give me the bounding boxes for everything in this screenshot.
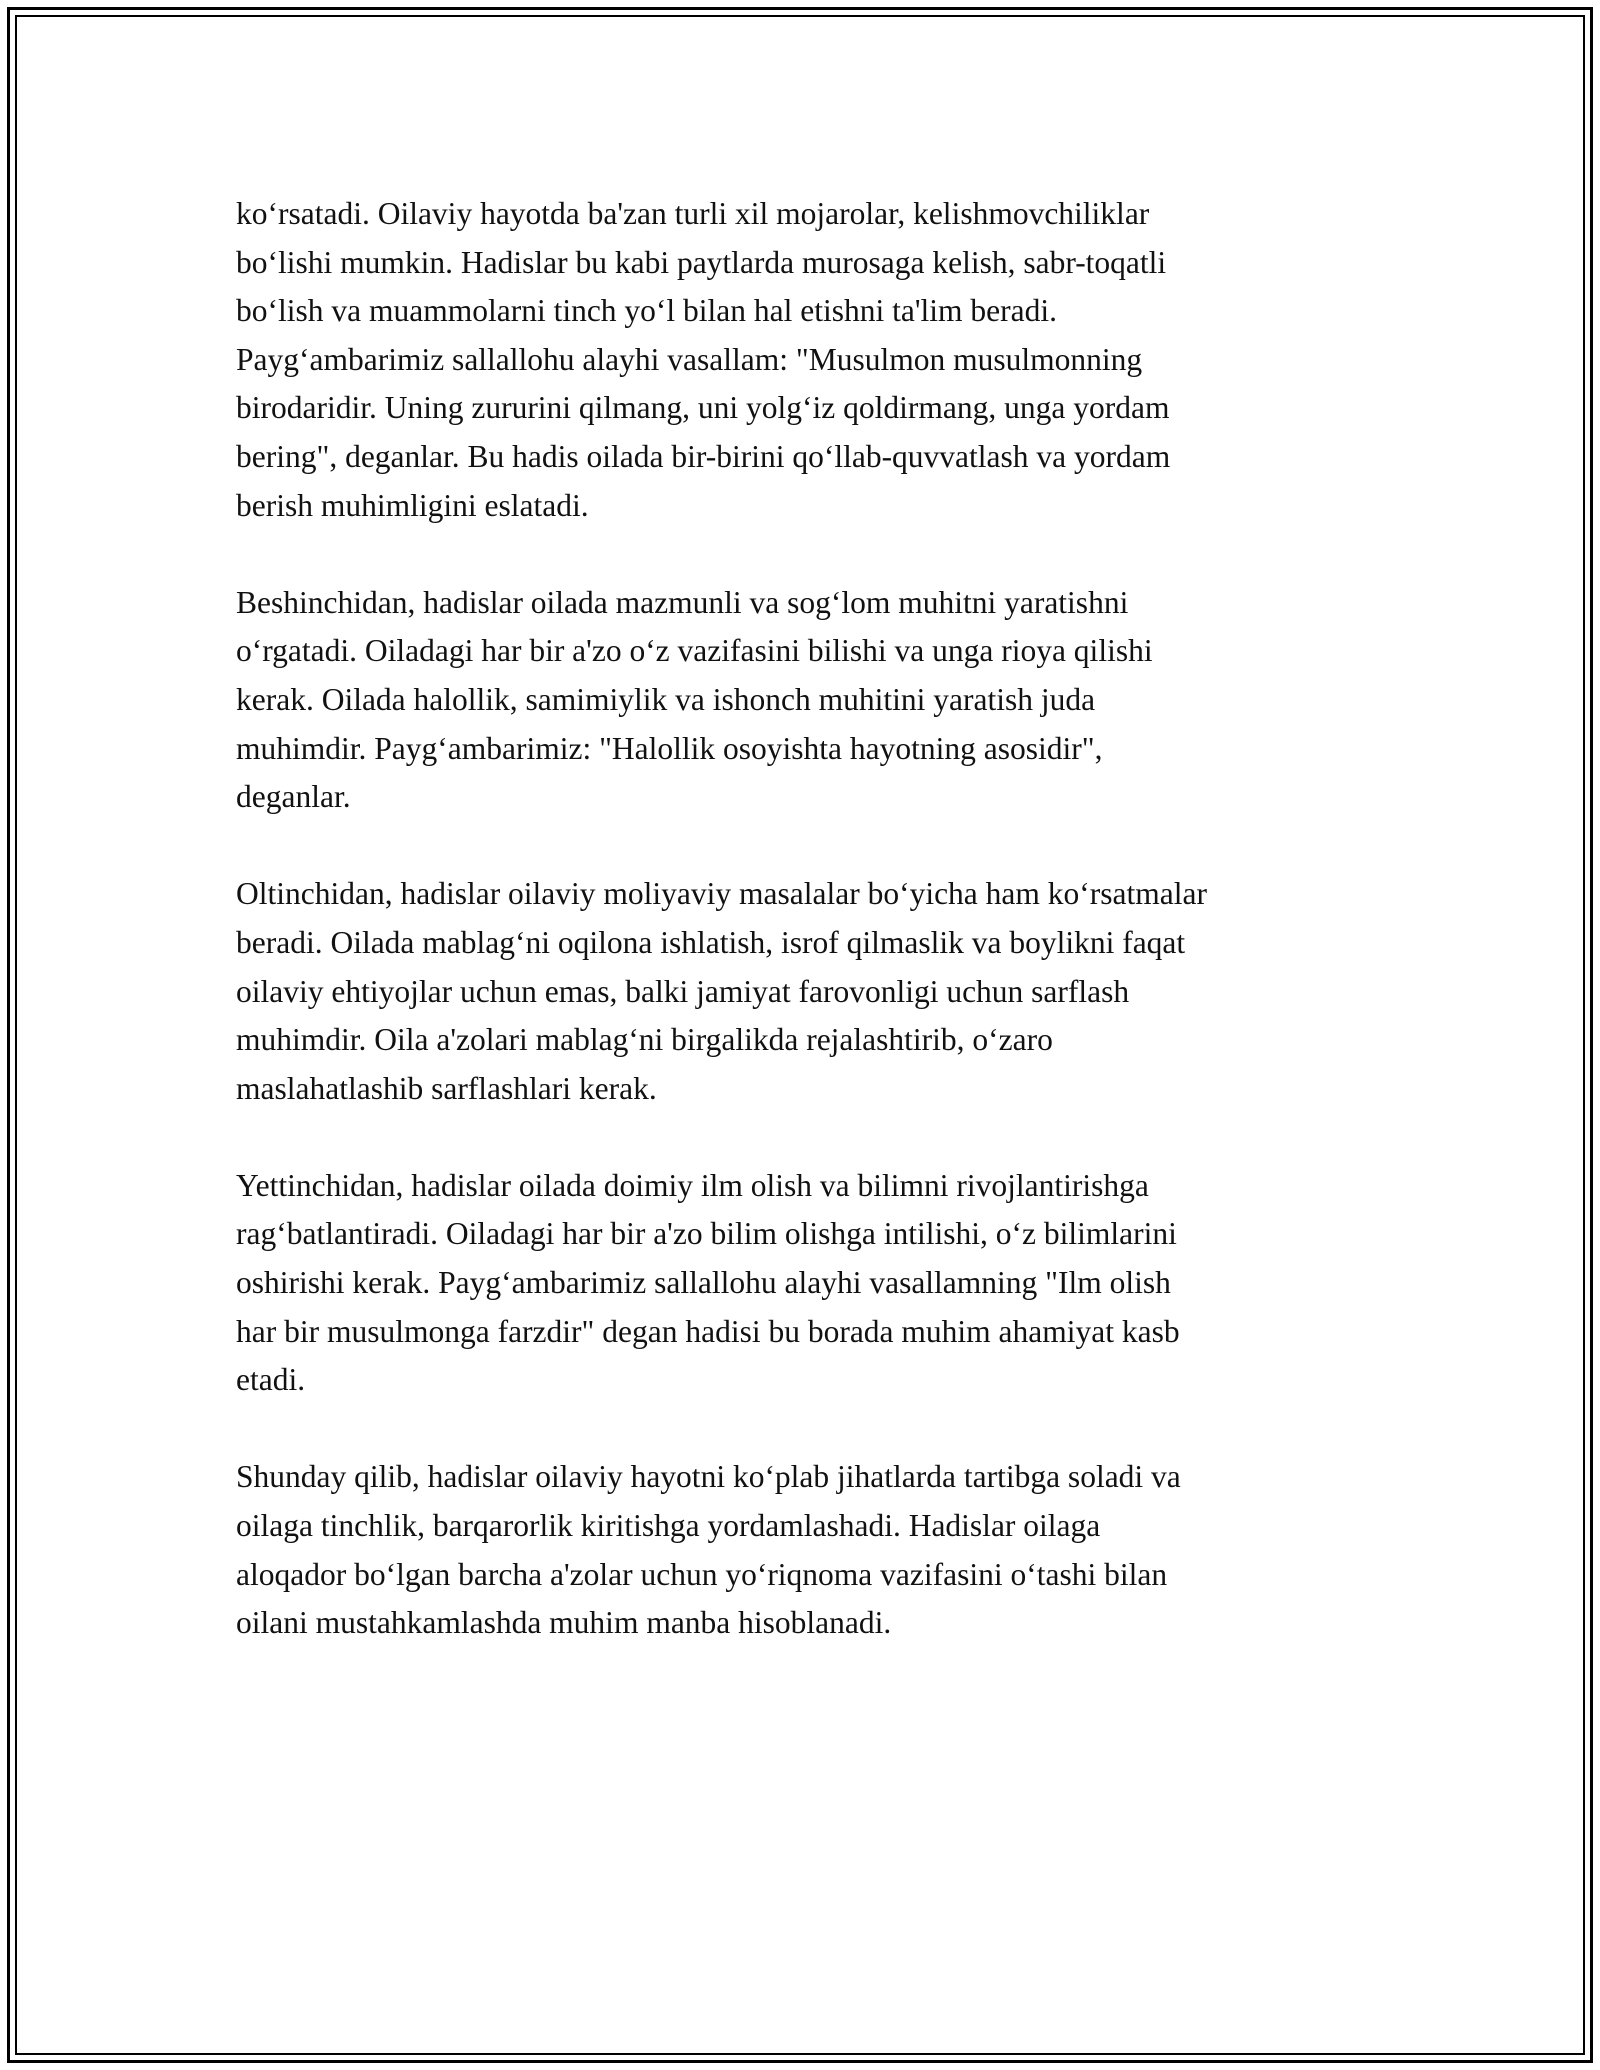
text-line: Payg‘ambarimiz sallallohu alayhi vasallam: "Musulmon musulmonning	[236, 341, 1143, 377]
paragraph	[236, 579, 1376, 822]
paragraph	[236, 1453, 1376, 1647]
text-line: kerak. Oilada halollik, samimiylik va ishonch muhitini yaratish juda	[236, 681, 1096, 717]
text-line: bo‘lish va muammolarni tinch yo‘l bilan hal etishni ta'lim beradi.	[236, 293, 1057, 329]
text-line: beradi. Oilada mablag‘ni oqilona ishlatish, isrof qilmaslik va boylikni faqat	[236, 924, 1186, 960]
text-line: Shunday qilib, hadislar oilaviy hayotni ko‘plab jihatlarda tartibga soladi va	[236, 1459, 1181, 1495]
text-line: muhimdir. Oila a'zolari mablag‘ni birgalikda rejalashtirib, o‘zaro	[236, 1022, 1053, 1058]
text-line: oilani mustahkamlashda muhim manba hisoblanadi.	[236, 1605, 892, 1641]
text-line: rag‘batlantiradi. Oiladagi har bir a'zo bilim olishga intilishi, o‘z bilimlarini	[236, 1216, 1177, 1252]
text-line: har bir musulmonga farzdir" degan hadisi bu borada muhim ahamiyat kasb	[236, 1313, 1180, 1349]
text-line: maslahatlashib sarflashlari kerak.	[236, 1070, 657, 1106]
text-line: oilaga tinchlik, barqarorlik kiritishga yordamlashadi. Hadislar oilaga	[236, 1508, 1101, 1544]
document-body	[236, 190, 1376, 1696]
paragraph	[236, 1162, 1376, 1405]
text-line: muhimdir. Payg‘ambarimiz: "Halollik osoyishta hayotning asosidir",	[236, 730, 1103, 766]
text-line: etadi.	[236, 1362, 306, 1398]
text-line: Yettinchidan, hadislar oilada doimiy ilm olish va bilimni rivojlantirishga	[236, 1167, 1149, 1203]
text-line: berish muhimligini eslatadi.	[236, 487, 589, 523]
text-line: aloqador bo‘lgan barcha a'zolar uchun yo‘riqnoma vazifasini o‘tashi bilan	[236, 1556, 1168, 1592]
text-line: oshirishi kerak. Payg‘ambarimiz sallallohu alayhi vasallamning "Ilm olish	[236, 1265, 1171, 1301]
text-line: Oltinchidan, hadislar oilaviy moliyaviy masalalar bo‘yicha ham ko‘rsatmalar	[236, 876, 1207, 912]
text-line: ko‘rsatadi. Oilaviy hayotda ba'zan turli xil mojarolar, kelishmovchiliklar	[236, 196, 1150, 231]
text-line: oilaviy ehtiyojlar uchun emas, balki jamiyat farovonligi uchun sarflash	[236, 973, 1130, 1009]
text-line: o‘rgatadi. Oiladagi har bir a'zo o‘z vazifasini bilishi va unga rioya qilishi	[236, 633, 1153, 669]
paragraph	[236, 870, 1376, 1113]
text-line: deganlar.	[236, 779, 351, 815]
text-line: birodaridir. Uning zururini qilmang, uni yolg‘iz qoldirmang, unga yordam	[236, 390, 1170, 426]
text-line: bering", deganlar. Bu hadis oilada bir-birini qo‘llab-quvvatlash va yordam	[236, 438, 1171, 474]
text-line: bo‘lishi mumkin. Hadislar bu kabi paytlarda murosaga kelish, sabr-toqatli	[236, 244, 1167, 280]
text-line: Beshinchidan, hadislar oilada mazmunli va sog‘lom muhitni yaratishni	[236, 584, 1129, 620]
paragraph	[236, 190, 1376, 530]
